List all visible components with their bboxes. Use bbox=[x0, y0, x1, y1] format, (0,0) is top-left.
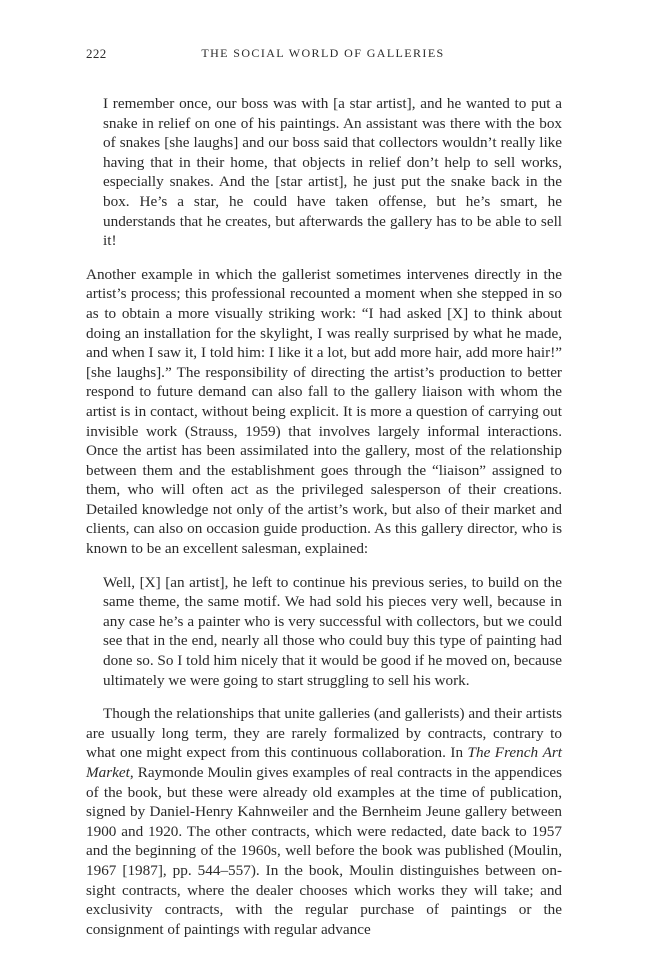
paragraph-line: as to obtain a more visually striking work: “I had asked [X] to think about bbox=[86, 304, 562, 322]
quote-line: moved on, because ultimately we were going to start struggling to sell bbox=[103, 652, 562, 689]
paragraph-line: Another example in which the gallerist sometimes intervenes directly in the bbox=[86, 265, 562, 283]
quote-line: really like having that in their home, that objects in relief don’t help to bbox=[103, 134, 562, 171]
quote-line: the same theme, the same motif. We had sold his pieces very well, because bbox=[103, 573, 562, 611]
book-title-italic: Art Market bbox=[86, 744, 563, 781]
paragraph-line: book was published (Moulin, 1967 [1987], pp. 544–557). In the book, bbox=[86, 842, 563, 879]
paragraph-gallerist-intervention bbox=[86, 265, 562, 559]
paragraph-line: and when I saw it, I told him: I like it a lot, but add more hair, add more bbox=[86, 344, 523, 362]
quote-line: painting had done so. So I told him nicely that it would be good if he bbox=[103, 632, 562, 670]
paragraph-line: interactions. Once the artist has been assimilated into the gallery, most of bbox=[86, 422, 562, 460]
quote-line: I remember once, our boss was with [a star artist], and he wanted to put bbox=[103, 95, 551, 112]
paragraph-line: artists are usually long term, they are rarely formalized by contracts, contrary bbox=[86, 705, 562, 742]
quote-line: could see that in the end, nearly all those who could buy this type of bbox=[103, 612, 562, 650]
block-quote-snake bbox=[103, 94, 562, 251]
body-text bbox=[86, 94, 562, 939]
paragraph-line: carrying out invisible work (Strauss, 1959) that involves largely informal bbox=[86, 402, 563, 440]
quote-line: a snake in relief on one of his paintings. An assistant was there with the bbox=[103, 95, 562, 132]
paragraph-line: purchase of paintings or the consignment of paintings with regular advance bbox=[86, 901, 563, 938]
paragraph-line: whom the artist is in contact, without being explicit. It is more a question of bbox=[86, 383, 563, 420]
paragraph-line: of their market and clients, can also on occasion guide production. As this bbox=[86, 500, 563, 538]
paragraph-line: Jeune gallery between 1900 and 1920. The other contracts, which were bbox=[86, 803, 562, 840]
paragraph-line: hair!” [she laughs].” The responsibility of directing the artist’s production to bbox=[86, 344, 562, 381]
paragraph-line: of their creations. Detailed knowledge not only of the artist’s work, but also bbox=[86, 481, 562, 518]
paragraph-line: “liaison” assigned to them, who will often act as the privileged salesperson bbox=[86, 461, 562, 499]
paragraph-line: Though the relationships that unite galleries (and gallerists) and their bbox=[103, 705, 522, 723]
paragraph-line: the relationship between them and the establishment goes through the bbox=[86, 442, 562, 479]
running-header bbox=[86, 46, 560, 64]
paragraph-line: gallery director, who is known to be an excellent salesman, explained: bbox=[86, 520, 563, 558]
paragraph-line: Moulin distinguishes between on-sight contracts, where the dealer chooses bbox=[86, 861, 562, 899]
paragraph-contracts bbox=[86, 704, 562, 939]
paragraph-line: , Raymonde Moulin gives examples of real contracts in the bbox=[129, 764, 491, 781]
quote-line: back in the box. He’s a star, he could have taken offense, but he’s smart, bbox=[103, 173, 563, 210]
paragraph-line: artist’s process; this professional recounted a moment when she stepped in so bbox=[86, 285, 562, 303]
block-quote-series bbox=[103, 573, 562, 691]
paragraph-line: doing an installation for the skylight, I was really surprised by what he made, bbox=[86, 324, 562, 342]
page-number: 222 bbox=[86, 46, 107, 61]
paragraph-line: publication, signed by Daniel-Henry Kahnweiler and the Bernheim bbox=[86, 783, 563, 821]
paragraph-line: better respond to future demand can also fall to the gallery liaison with bbox=[86, 363, 562, 401]
paragraph-line: appendices of the book, but these were already old examples at the time of bbox=[86, 764, 562, 801]
paragraph-line: redacted, date back to 1957 and the beginning of the 1960s, well before the bbox=[86, 822, 562, 860]
quote-line: his work. bbox=[413, 671, 470, 689]
quote-line: to sell it! bbox=[103, 212, 563, 250]
quote-line: he understands that he creates, but afterwards the gallery has to be able bbox=[103, 192, 563, 230]
paragraph-line: to what one might expect from this continuous collaboration. In bbox=[86, 724, 562, 762]
quote-line: sell works, especially snakes. And the [star artist], he just put the snake bbox=[103, 153, 563, 191]
book-title-italic: The French bbox=[467, 744, 539, 762]
running-title: THE SOCIAL WORLD OF GALLERIES bbox=[201, 46, 445, 60]
quote-line: box of snakes [she laughs] and our boss said that collectors wouldn’t bbox=[103, 114, 562, 152]
quote-line: in any case he’s a painter who is very successful with collectors, but we bbox=[103, 593, 562, 630]
quote-line: Well, [X] [an artist], he left to continue his previous series, to build on bbox=[103, 573, 539, 591]
paragraph-line: which works they will take; and exclusivity contracts, with the regular bbox=[86, 881, 563, 919]
